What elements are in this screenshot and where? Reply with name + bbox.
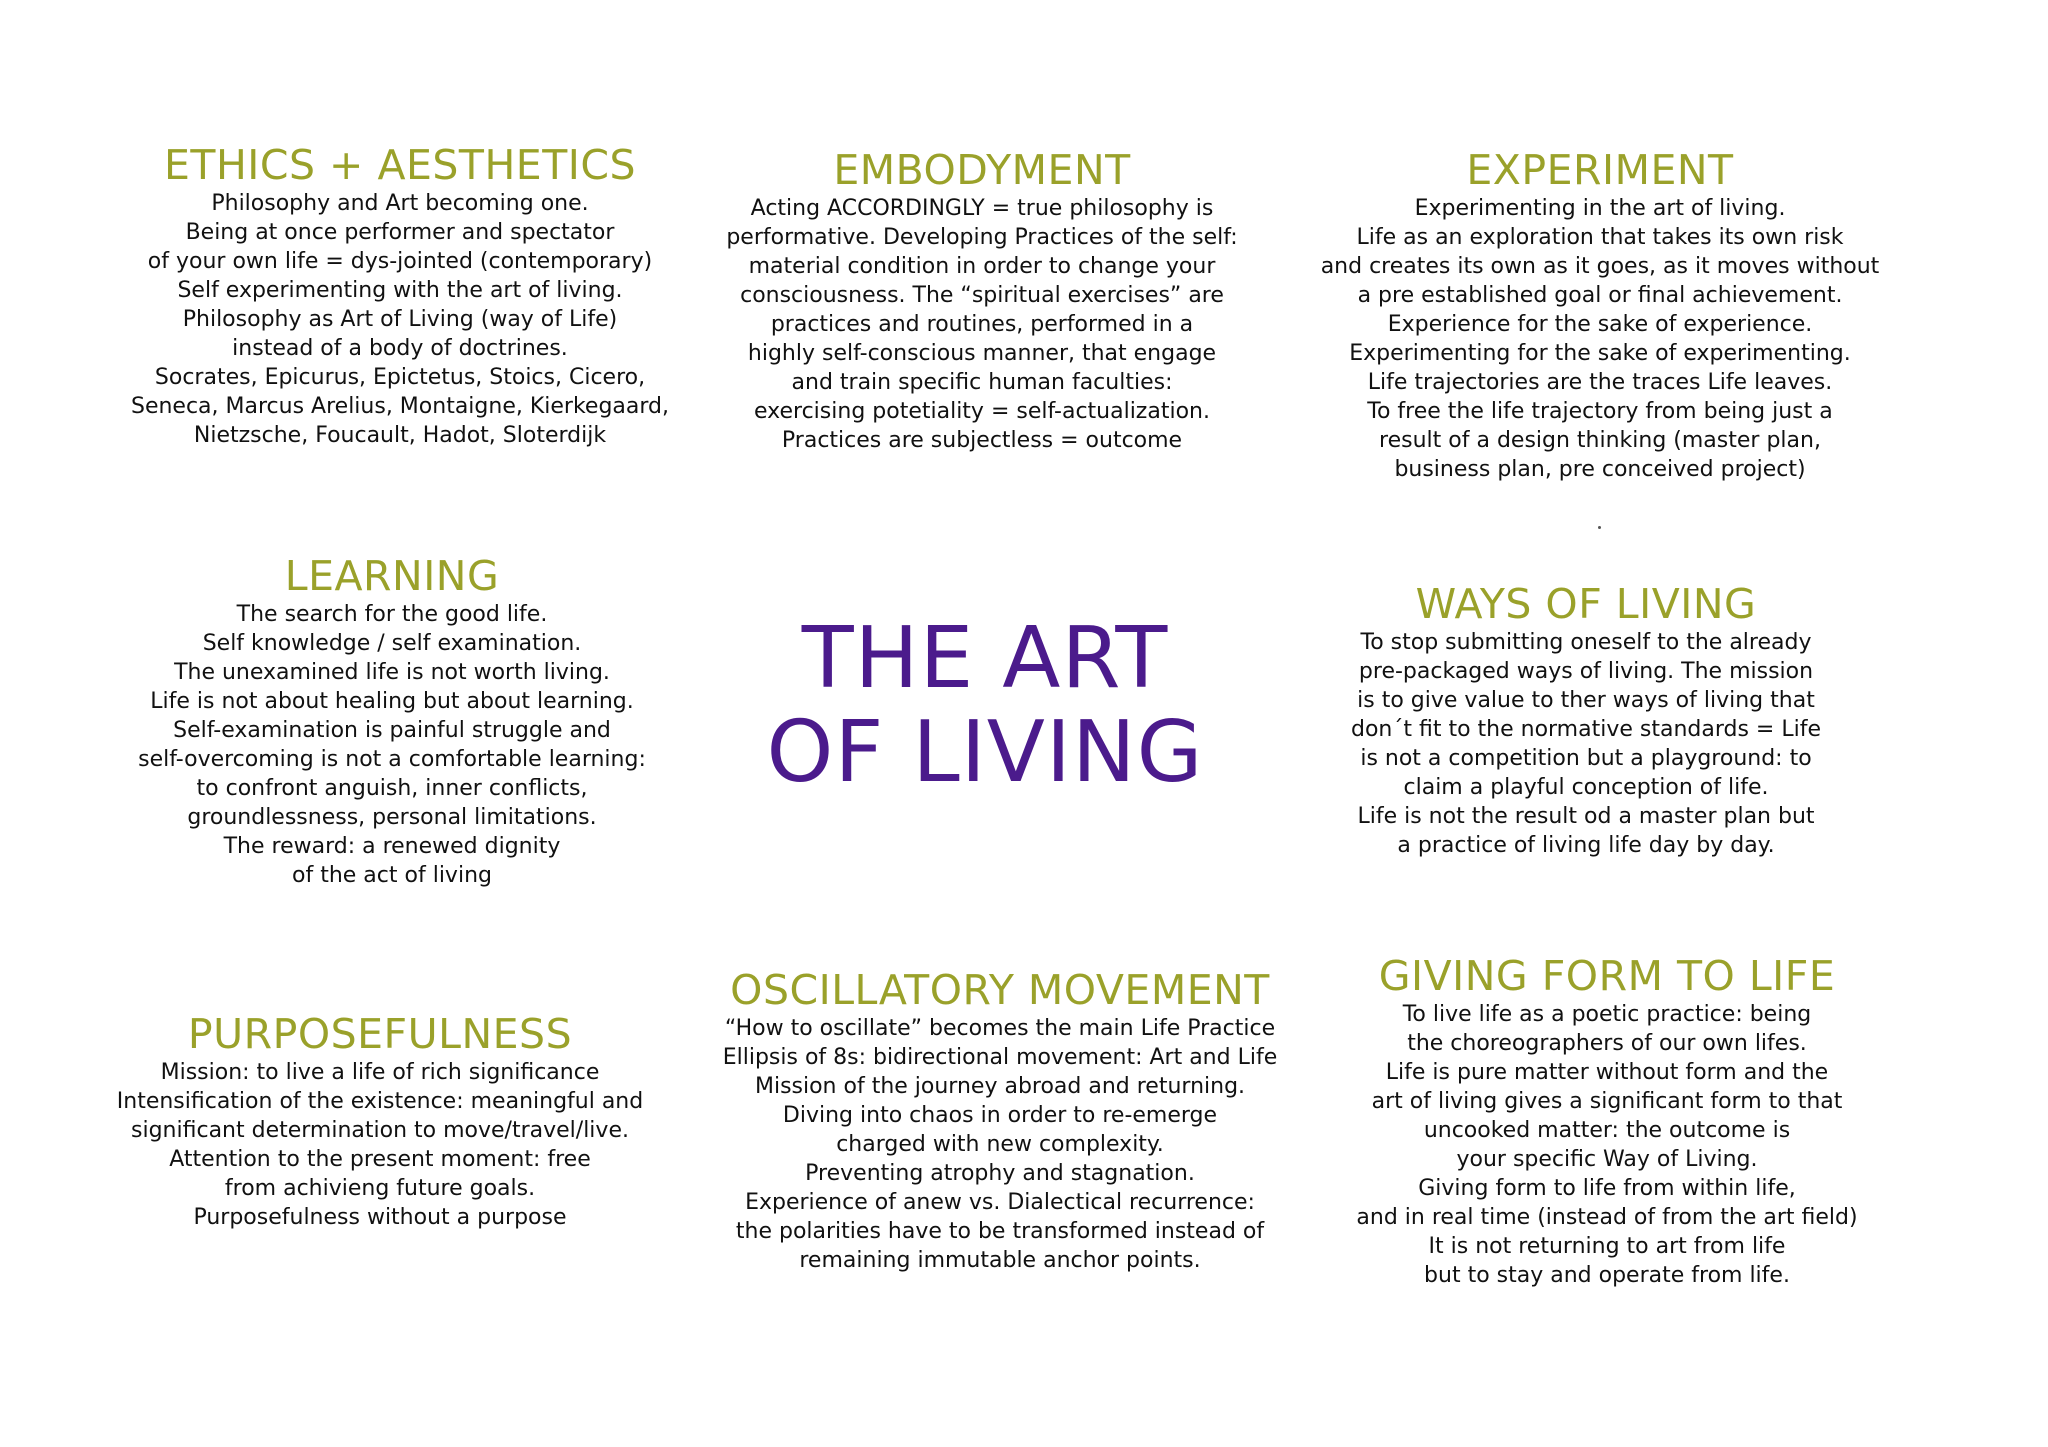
section-body <box>1286 628 1886 860</box>
text-line: self-overcoming is not a comfortable learning: <box>138 747 646 772</box>
text-line: Self knowledge / self examination. <box>202 631 582 656</box>
main-title-line: THE ART <box>801 609 1169 708</box>
text-line: To live life as a poetic practice: being <box>1402 1002 1812 1027</box>
text-line: significant determination to move/travel/live. <box>131 1118 629 1143</box>
text-line: Attention to the present moment: free <box>169 1147 591 1172</box>
section-body <box>682 194 1282 455</box>
text-line: instead of a body of doctrines. <box>232 336 568 361</box>
text-line: art of living gives a significant form to that <box>1371 1089 1843 1114</box>
text-line: Mission of the journey abroad and returning. <box>754 1074 1246 1099</box>
text-line: but to stay and operate from life. <box>1424 1263 1790 1288</box>
section-oscillatory-movement <box>700 966 1300 1275</box>
text-line: and in real time (instead of from the art field) <box>1356 1205 1858 1230</box>
text-line: is to give value to ther ways of living that <box>1357 688 1815 713</box>
section-body <box>1307 1000 1907 1290</box>
section-title: GIVING FORM TO LIFE <box>1378 952 1836 1000</box>
text-line: Life trajectories are the traces Life leaves. <box>1367 370 1833 395</box>
section-ways-of-living <box>1286 580 1886 860</box>
section-body <box>100 189 700 450</box>
section-body <box>700 1014 1300 1275</box>
main-title <box>685 609 1285 802</box>
text-line: Giving form to life from within life, <box>1418 1176 1796 1201</box>
text-line: to confront anguish, inner conflicts, <box>196 776 588 801</box>
text-line: Self experimenting with the art of living. <box>177 278 623 303</box>
text-line: a pre established goal or final achievement. <box>1357 283 1843 308</box>
section-purposefulness <box>80 1010 680 1232</box>
text-line: The reward: a renewed dignity <box>223 834 561 859</box>
text-line: “How to oscillate” becomes the main Life Practice <box>724 1016 1276 1041</box>
text-line: exercising potetiality = self-actualization. <box>754 399 1210 424</box>
text-line: Preventing atrophy and stagnation. <box>805 1161 1195 1186</box>
section-title: LEARNING <box>284 552 500 600</box>
text-line: Practices are subjectless = outcome <box>781 428 1183 453</box>
text-line: Life is not about healing but about learning. <box>150 689 634 714</box>
text-line: the polarities have to be transformed instead of <box>735 1219 1265 1244</box>
text-line: from achivieng future goals. <box>224 1176 536 1201</box>
text-line: uncooked matter: the outcome is <box>1423 1118 1791 1143</box>
section-ethics-aesthetics <box>100 141 700 450</box>
main-title-line: OF LIVING <box>766 703 1204 802</box>
text-line: practices and routines, performed in a <box>770 312 1194 337</box>
text-line: a practice of living life day by day. <box>1397 833 1775 858</box>
text-line: charged with new complexity. <box>836 1132 1164 1157</box>
text-line: of the act of living <box>292 863 492 888</box>
section-title: EMBODYMENT <box>833 146 1131 194</box>
text-line: Seneca, Marcus Arelius, Montaigne, Kierkegaard, <box>130 394 669 419</box>
section-giving-form-to-life <box>1307 952 1907 1290</box>
text-line: pre-packaged ways of living. The mission <box>1358 659 1814 684</box>
section-learning <box>92 552 692 890</box>
section-title: ETHICS + AESTHETICS <box>164 141 636 189</box>
text-line: The unexamined life is not worth living. <box>174 660 610 685</box>
text-line: groundlessness, personal limitations. <box>187 805 597 830</box>
text-line: Experimenting for the sake of experimenting. <box>1349 341 1851 366</box>
section-title: OSCILLATORY MOVEMENT <box>730 966 1270 1014</box>
text-line: the choreographers of our own lifes. <box>1407 1031 1807 1056</box>
text-line: Nietzsche, Foucault, Hadot, Sloterdijk <box>193 423 607 448</box>
section-body <box>1300 194 1900 484</box>
text-line: of your own life = dys-jointed (contemporary) <box>147 249 653 274</box>
stray-dot <box>1598 526 1601 529</box>
text-line: don´t fit to the normative standards = Life <box>1350 717 1821 742</box>
text-line: result of a design thinking (master plan, <box>1379 428 1821 453</box>
text-line: Ellipsis of 8s: bidirectional movement: Art and Life <box>722 1045 1278 1070</box>
text-line: business plan, pre conceived project) <box>1394 457 1806 482</box>
text-line: Life as an exploration that takes its own risk <box>1356 225 1844 250</box>
text-line: and creates its own as it goes, as it moves without <box>1320 254 1880 279</box>
text-line: Experience of anew vs. Dialectical recurrence: <box>745 1190 1255 1215</box>
text-line: Being at once performer and spectator <box>185 220 615 245</box>
text-line: Socrates, Epicurus, Epictetus, Stoics, Cicero, <box>154 365 646 390</box>
section-body <box>80 1058 680 1232</box>
section-title: PURPOSEFULNESS <box>187 1010 573 1058</box>
text-line: and train specific human faculties: <box>791 370 1173 395</box>
section-title: EXPERIMENT <box>1466 146 1734 194</box>
text-line: remaining immutable anchor points. <box>799 1248 1201 1273</box>
text-line: Life is not the result od a master plan but <box>1357 804 1815 829</box>
text-line: consciousness. The “spiritual exercises” are <box>740 283 1224 308</box>
text-line: To free the life trajectory from being just a <box>1367 399 1833 424</box>
section-title: WAYS OF LIVING <box>1415 580 1757 628</box>
text-line: Acting ACCORDINGLY = true philosophy is <box>750 196 1214 221</box>
text-line: The search for the good life. <box>236 602 548 627</box>
text-line: Life is pure matter without form and the <box>1385 1060 1829 1085</box>
text-line: Experience for the sake of experience. <box>1387 312 1813 337</box>
text-line: claim a playful conception of life. <box>1403 775 1769 800</box>
text-line: Intensification of the existence: meaningful and <box>116 1089 644 1114</box>
text-line: Philosophy and Art becoming one. <box>211 191 589 216</box>
text-line: Purposefulness without a purpose <box>193 1205 567 1230</box>
section-body <box>92 600 692 890</box>
text-line: your specific Way of Living. <box>1456 1147 1758 1172</box>
text-line: It is not returning to art from life <box>1428 1234 1786 1259</box>
text-line: Experimenting in the art of living. <box>1414 196 1786 221</box>
text-line: highly self-conscious manner, that engage <box>747 341 1217 366</box>
text-line: Mission: to live a life of rich significance <box>160 1060 600 1085</box>
text-line: To stop submitting oneself to the already <box>1360 630 1812 655</box>
text-line: material condition in order to change your <box>748 254 1216 279</box>
text-line: Philosophy as Art of Living (way of Life) <box>182 307 618 332</box>
text-line: is not a competition but a playground: to <box>1360 746 1812 771</box>
section-embodyment <box>682 146 1282 455</box>
text-line: Self-examination is painful struggle and <box>173 718 611 743</box>
section-experiment <box>1300 146 1900 484</box>
text-line: performative. Developing Practices of the self: <box>726 225 1238 250</box>
text-line: Diving into chaos in order to re-emerge <box>782 1103 1218 1128</box>
